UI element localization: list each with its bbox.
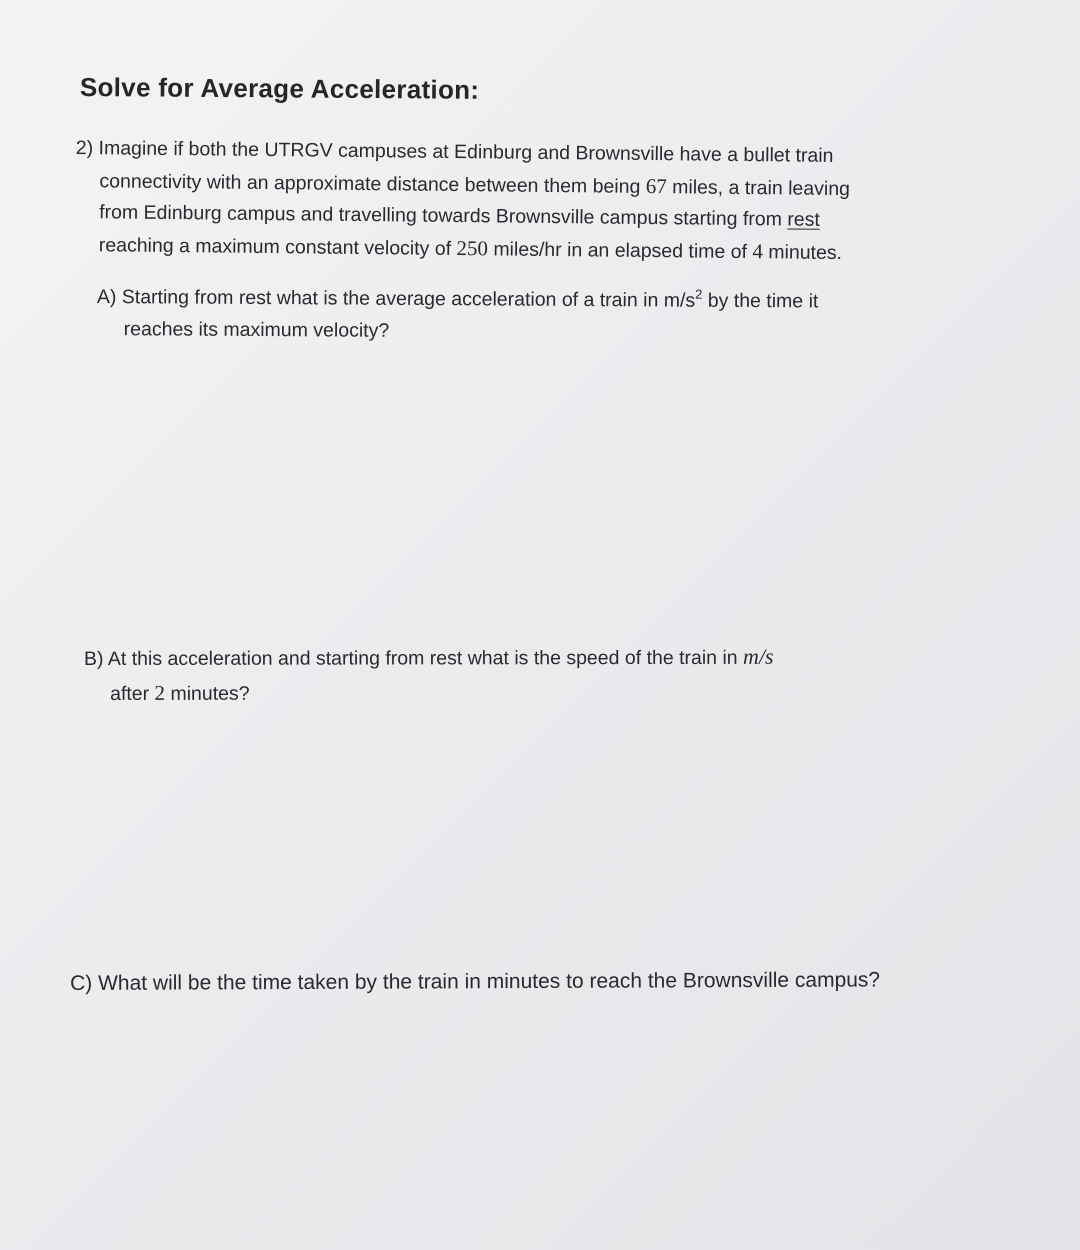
problem-line-2-text-b: miles, a train leaving bbox=[666, 175, 851, 200]
problem-line-2-text-a: connectivity with an approximate distance between them being bbox=[99, 169, 646, 198]
question-a-text-b: by the time it bbox=[702, 289, 819, 313]
question-b-text-c: minutes? bbox=[165, 682, 250, 705]
question-b-line-2 bbox=[84, 675, 774, 711]
time-value: 4 bbox=[752, 238, 764, 263]
problem-line-1: 2) Imagine if both the UTRGV campuses at Edinburg and Brownsville have a bullet train bbox=[75, 136, 834, 167]
question-b-text-a: B) At this acceleration and starting from rest what is the speed of the train in bbox=[84, 646, 744, 670]
question-a-text-a: A) Starting from rest what is the average acceleration of a train in m/s bbox=[96, 285, 696, 312]
minutes-value: 2 bbox=[154, 680, 166, 705]
question-b-line-1 bbox=[84, 640, 774, 676]
question-b bbox=[84, 640, 774, 711]
rest-underlined: rest bbox=[787, 208, 820, 231]
problem-line-4-text-b: miles/hr in an elapsed time of bbox=[487, 237, 753, 263]
speed-unit: m/s bbox=[743, 643, 774, 669]
question-c: C) What will be the time taken by the train in minutes to reach the Brownsville campus? bbox=[70, 968, 881, 995]
problem-line-4-text-a: reaching a maximum constant velocity of bbox=[98, 233, 457, 260]
squared-superscript: 2 bbox=[695, 286, 703, 302]
worksheet-title: Solve for Average Acceleration: bbox=[79, 72, 480, 105]
velocity-value: 250 bbox=[456, 235, 489, 260]
question-a-line-1 bbox=[97, 281, 819, 317]
distance-value: 67 bbox=[645, 173, 667, 198]
problem-line-3-text: from Edinburg campus and travelling towards Brownsville campus starting from bbox=[99, 201, 788, 231]
question-b-text-b: after bbox=[110, 682, 155, 705]
problem-statement bbox=[75, 133, 996, 271]
question-a-line-2: reaches its maximum velocity? bbox=[123, 318, 390, 342]
problem-line-4-text-c: minutes. bbox=[762, 240, 843, 264]
question-a bbox=[97, 281, 819, 349]
